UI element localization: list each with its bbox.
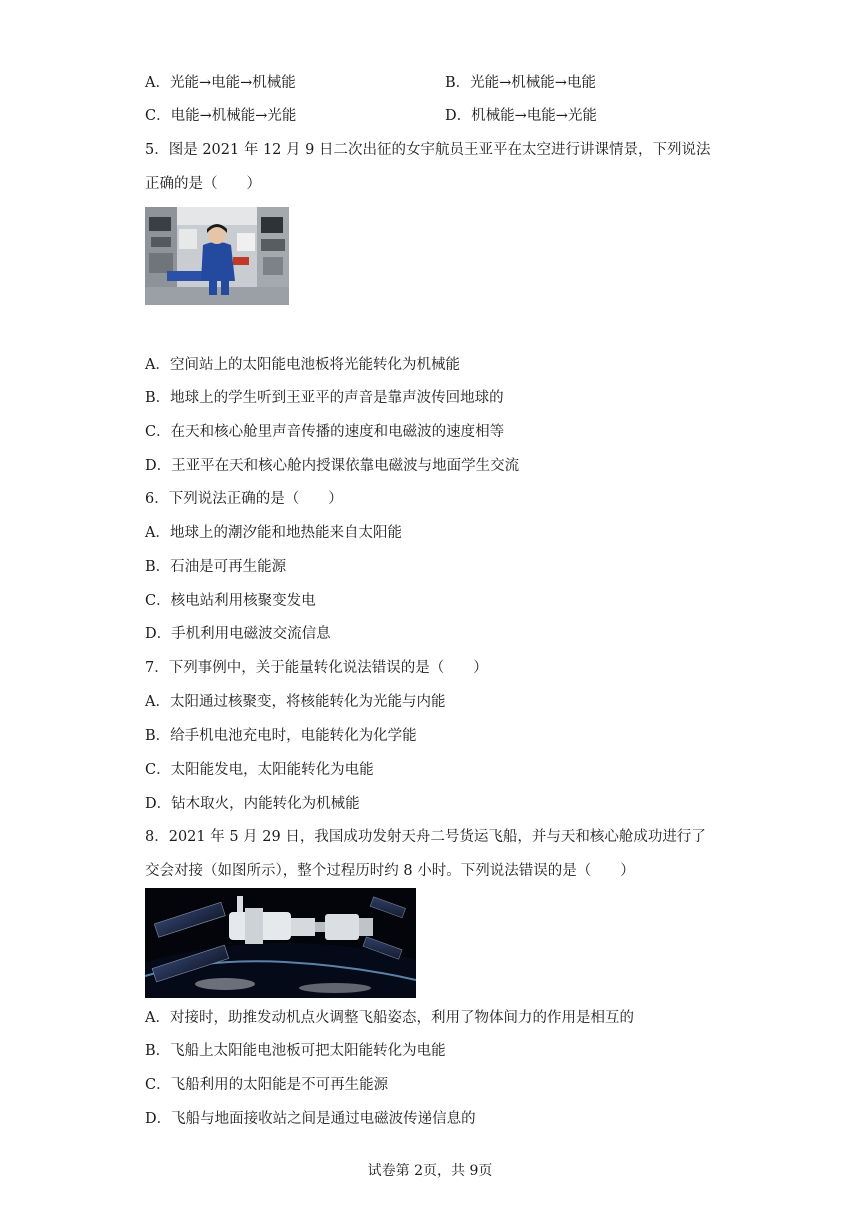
q5-option-a: A．空间站上的太阳能电池板将光能转化为机械能 (145, 357, 460, 373)
spacecraft-docking-image (145, 888, 416, 998)
q4-option-b: B．光能→机械能→电能 (445, 75, 596, 91)
q6-option-a: A．地球上的潮汐能和地热能来自太阳能 (145, 525, 402, 541)
astronaut-lecture-photo (145, 207, 289, 305)
q5-option-b: B．地球上的学生听到王亚平的声音是靠声波传回地球的 (145, 390, 504, 406)
q7-option-b: B．给手机电池充电时，电能转化为化学能 (145, 728, 417, 744)
q8-option-d: D．飞船与地面接收站之间是通过电磁波传递信息的 (145, 1111, 476, 1127)
q5-option-d: D．王亚平在天和核心舱内授课依靠电磁波与地面学生交流 (145, 458, 520, 474)
q6-option-b: B．石油是可再生能源 (145, 559, 287, 575)
q8-stem-line1: 8．2021 年 5 月 29 日，我国成功发射天舟二号货运飞船，并与天和核心舱成功进行了 (145, 829, 706, 845)
q5-stem-line2: 正确的是（ ） (145, 176, 261, 192)
q8-option-c: C．飞船利用的太阳能是不可再生能源 (145, 1077, 389, 1093)
q7-option-a: A．太阳通过核聚变，将核能转化为光能与内能 (145, 694, 446, 710)
q7-stem: 7．下列事例中，关于能量转化说法错误的是（ ） (145, 660, 488, 676)
q4-option-a: A．光能→电能→机械能 (145, 75, 296, 91)
q8-option-a: A．对接时，助推发动机点火调整飞船姿态，利用了物体间力的作用是相互的 (145, 1010, 634, 1026)
page-footer: 试卷第 2页，共 9页 (367, 1163, 493, 1179)
q7-option-d: D．钻木取火，内能转化为机械能 (145, 796, 360, 812)
q7-option-c: C．太阳能发电，太阳能转化为电能 (145, 762, 374, 778)
q5-stem-line1: 5．图是 2021 年 12 月 9 日二次出征的女宇航员王亚平在太空进行讲课情景，下列说法 (145, 142, 711, 158)
q6-option-c: C．核电站利用核聚变发电 (145, 593, 316, 609)
q8-option-b: B．飞船上太阳能电池板可把太阳能转化为电能 (145, 1043, 446, 1059)
q4-option-d: D．机械能→电能→光能 (445, 108, 597, 124)
q4-option-c: C．电能→机械能→光能 (145, 108, 297, 124)
q6-stem: 6．下列说法正确的是（ ） (145, 491, 343, 507)
q8-stem-line2: 交会对接（如图所示），整个过程历时约 8 小时。下列说法错误的是（ ） (145, 863, 635, 879)
q6-option-d: D．手机利用电磁波交流信息 (145, 626, 331, 642)
q5-option-c: C．在天和核心舱里声音传播的速度和电磁波的速度相等 (145, 424, 505, 440)
